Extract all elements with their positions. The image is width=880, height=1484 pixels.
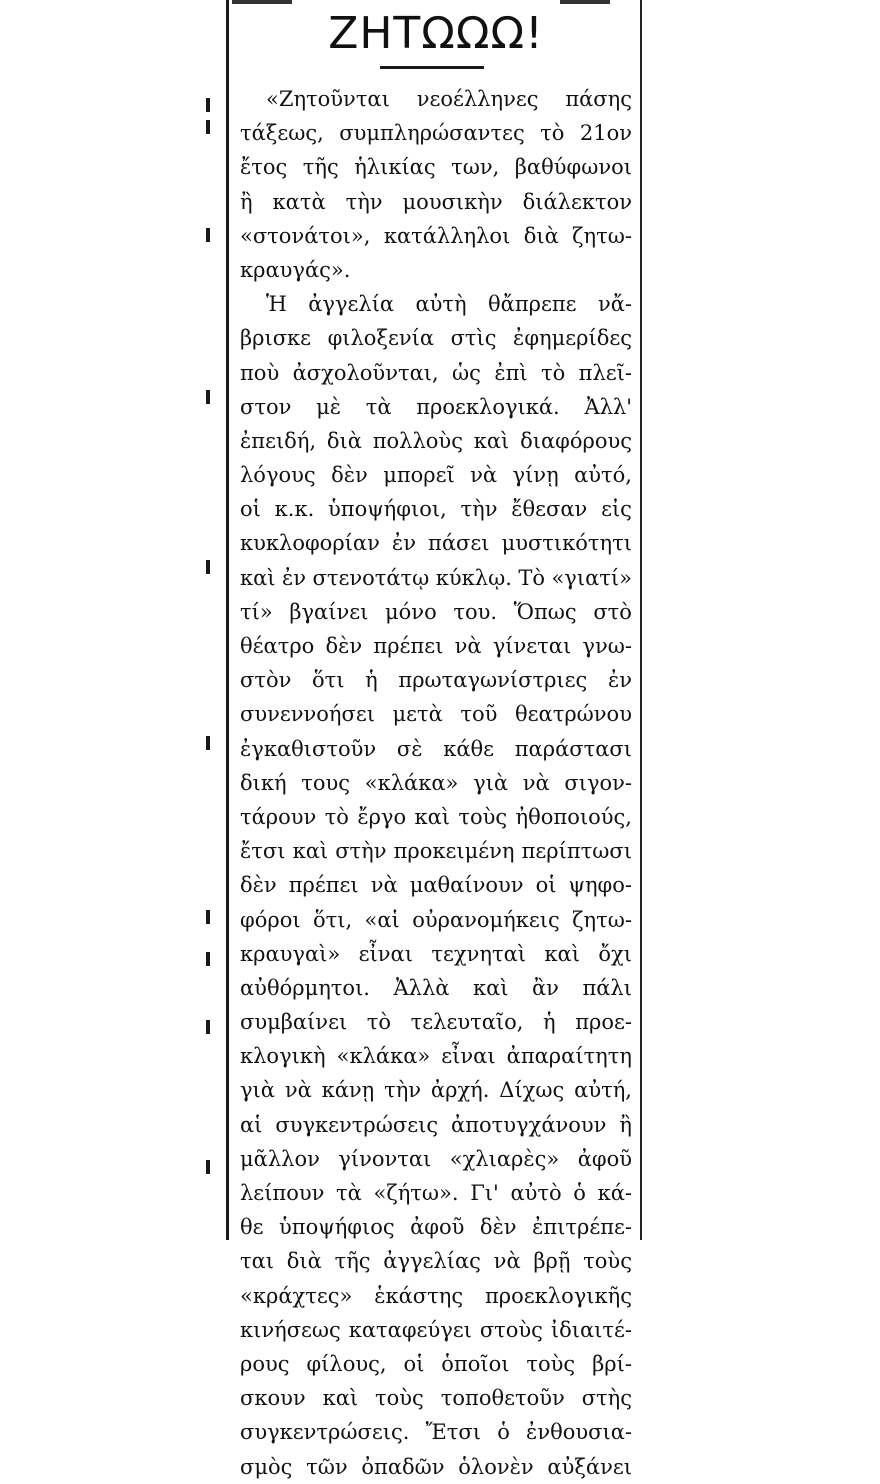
article-word: στὶς [450,326,497,351]
article-word: στενοτάτῳ [312,565,430,590]
article-word: ἀφοῦ [577,1146,632,1171]
article-word: αὐτό, [574,463,632,488]
article-word: κραυγαὶ» [240,941,341,966]
article-word: θέατρο [240,634,315,658]
article-line [240,766,632,800]
article-word: μὲ [316,394,341,419]
article-word: φίλους, [306,1351,387,1376]
article-word: βρισκε [240,326,312,351]
article-column [240,0,632,1479]
article-word: συμπληρώσαντες [339,121,525,146]
article-line [240,868,632,902]
article-word: πρέπει [373,634,444,658]
article-word: μόνο [385,599,437,624]
article-word: τοὺς [458,804,508,829]
article-word: ἰδιαιτέ- [550,1317,632,1342]
article-word: «κλάκα» [364,770,459,795]
article-word: φιλοξενία [327,326,435,351]
article-word: καὶ [472,975,509,1000]
article-word: διὰ [326,428,362,453]
article-word: «αἱ [364,907,400,932]
article-word: ἔθεσαν [511,497,588,522]
article-word: βαθύφωνοι [514,155,632,180]
article-word: διὰ [286,1249,322,1274]
article-word: στοὺς [479,1317,543,1342]
article-word: τὸ [366,1010,392,1035]
article-line [240,150,632,184]
article-word: συγκεντρώσεις [275,1112,439,1137]
article-word: πολλοὺς [372,428,463,453]
article-word: ἐν [282,565,307,590]
article-word: πρωταγωνίστριες [398,668,588,693]
article-word: γιὰ [240,1078,275,1103]
margin-mark [206,910,210,924]
article-word: περίπτωσι [521,839,632,864]
article-word: δική [240,770,287,795]
article-line [240,1313,632,1347]
article-line [240,1073,632,1107]
article-word: τάξεως, [240,121,324,146]
article-word: ἢ [619,1112,632,1137]
article-word: κραυγάς». [240,257,351,282]
article-word: ται [240,1249,275,1274]
article-word: «κράχτες» [240,1283,353,1308]
article-line [240,903,632,937]
article-word: δὲν [240,873,277,898]
article-word: ὅτι [312,668,345,693]
article-line [240,1039,632,1073]
margin-mark [206,98,210,112]
article-word: πάσης [565,87,632,111]
article-word: ψηφο- [568,873,632,898]
article-word: ἐπὶ [494,360,528,385]
article-word: Γι' [470,1181,499,1205]
article-word: κινήσεως [240,1317,341,1342]
article-word: τὰ [336,1181,362,1205]
article-word: τελευταῖο, [410,1010,524,1035]
article-word: διάλεκτον [522,189,632,214]
article-word: εἰς [601,497,632,522]
article-word: «κλάκα» [336,1044,431,1069]
article-word: ὄχι [598,941,632,966]
article-word: ζητω- [572,907,632,932]
article-word: θε [240,1215,264,1240]
article-word: ἡλικίας [354,155,436,180]
article-word: Δίχως [499,1078,565,1103]
article-word: θεατρώνου [515,702,632,727]
article-line [240,834,632,868]
article-word: κύκλῳ. [435,565,512,590]
article-word: ἔργο [357,804,407,829]
article-word: «ζήτω». [373,1181,459,1205]
article-word: τοῦ [460,702,498,727]
article-word: 21ον [579,121,632,146]
article-word: καὶ [544,941,580,966]
article-word: ὡς [452,360,481,385]
article-word: νὰ [493,1249,521,1274]
column-right-rule [640,0,642,1240]
article-word: βγαίνει [289,599,369,624]
article-word: αἱ [240,1112,263,1137]
article-line [240,561,632,595]
article-word: τοὺς [583,1249,632,1274]
article-word: καὶ [240,565,276,590]
article-line [240,663,632,697]
article-word: «χλιαρὲς» [449,1146,560,1171]
article-word: εἶναι [358,941,413,966]
article-word: Ἔτσι [425,1420,481,1445]
article-line [240,595,632,629]
article-word: διὰ [523,223,559,248]
article-word: τὸ [324,804,349,829]
article-word: κατὰ [272,189,326,214]
margin-mark [206,952,210,966]
article-line [240,219,632,253]
article-word: σιγον- [564,770,632,795]
article-line [240,1244,632,1278]
article-word: προεκλογικά. [416,394,560,419]
article-word: διαφόρους [520,428,632,453]
article-word: συγκεντρώσεις. [240,1420,410,1445]
article-word: κά- [597,1181,632,1205]
article-word: στὴν [335,839,387,864]
article-word: ὁλονὲν [458,1454,534,1479]
article-word: συνεννοήσει [240,702,375,727]
article-word: γνω- [582,634,632,658]
article-line [240,185,632,219]
article-word: του. [453,599,498,624]
article-word: κυκλοφορίαν [240,531,380,556]
article-line [240,629,632,663]
article-word: πρέπει [288,873,359,898]
article-word: ὁ [497,1420,510,1445]
article-word: κλογικὴ [240,1044,326,1069]
article-word: ἐνθουσια- [526,1420,632,1445]
margin-mark [206,390,210,404]
article-word: δὲν [325,634,363,658]
article-word: τάρουν [240,804,317,829]
article-word: νὰ [370,873,398,898]
article-word: στον [240,394,292,419]
article-line [240,424,632,458]
article-word: ὑποψήφιοι, [328,497,447,522]
article-word: στὴς [581,1386,632,1411]
article-word: αὐθόρμητοι. [240,975,370,1000]
article-word: τὰ [365,394,392,419]
article-word: ζητω- [572,223,632,248]
article-word: ἔτσι [240,839,286,864]
article-line [240,1142,632,1176]
margin-mark [206,560,210,574]
article-word: ἀγγελία [308,292,395,317]
article-line [240,1415,632,1449]
article-word: τῆς [302,155,339,180]
article-word: αὐτὸ [510,1181,562,1205]
article-word: Τὸ [518,565,545,590]
article-word: νὰ [522,770,550,795]
article-line [240,1210,632,1244]
article-line [240,253,632,287]
article-word: μετὰ [392,702,443,727]
article-word: ἀποτυγχάνουν [451,1112,607,1137]
article-word: Ἀλλὰ [393,975,450,1000]
article-headline: ΖΗΤΩΩΩ! [328,8,544,59]
article-word: γίνεται [492,634,572,658]
article-word: δὲν [331,463,368,488]
article-word: οἱ [240,497,261,522]
article-word: κάνῃ [321,1078,375,1103]
article-word: γιὰ [473,770,509,795]
article-word: κ.κ. [274,497,315,522]
article-line [240,1450,632,1484]
article-word: τὴν [460,497,498,522]
article-word: Ἀλλ' [584,394,632,419]
article-word: λόγους [240,463,316,488]
margin-mark [206,228,210,242]
article-word: ἐφημερίδες [513,326,632,351]
article-word: ὁποῖοι [441,1351,510,1376]
article-word: μυστικότητι [501,531,632,556]
article-word: τί» [240,599,273,624]
article-word: ἀρχή. [430,1078,490,1103]
article-word: ἀπαραίτητη [506,1044,632,1069]
article-word: κατάλληλοι [383,223,511,248]
article-word: ἀσχολοῦνται, [292,360,439,385]
article-line [240,937,632,971]
article-word: τὴν [384,1078,422,1103]
article-word: τοὺς [526,1351,576,1376]
article-word: στὸ [593,599,632,624]
article-line [240,116,632,150]
article-word: πλεῖ- [578,360,632,385]
article-word: ἡ [365,668,378,693]
article-line [240,287,632,321]
margin-mark [206,736,210,750]
article-line [240,390,632,424]
article-word: οἱ [403,1351,425,1376]
article-word: πάσει [428,531,490,556]
article-line [240,1279,632,1313]
article-word: δὲν [479,1215,517,1240]
article-word: κάθε [443,736,495,761]
article-word: μᾶλλον [240,1146,320,1171]
article-word: μουσικὴν [402,189,503,214]
margin-mark [206,1020,210,1034]
article-line [240,697,632,731]
article-line [240,1176,632,1210]
article-word: βρῇ [533,1249,571,1274]
article-word: τοποθετοῦν [440,1386,565,1411]
article-word: νὰ [454,634,482,658]
article-line [240,971,632,1005]
article-word: Ἡ [266,292,287,317]
article-word: νὰ [284,1078,312,1103]
article-word: νεοέλληνες [416,87,539,111]
article-word: αὐξάνει [547,1454,632,1479]
article-word: προκειμένη [393,839,515,864]
article-word: ἐγκαθιστοῦν [240,736,377,761]
article-word: ἐπιτρέπε- [532,1215,632,1240]
article-word: νἄ- [597,292,632,317]
article-word: νὰ [470,463,498,488]
article-word: ρους [240,1351,290,1376]
article-word: συμβαίνει [240,1010,348,1035]
article-word: σκουν [240,1386,306,1411]
article-word: εἶναι [441,1044,496,1069]
article-line [240,526,632,560]
article-word: Ὅπως [513,599,577,624]
article-word: τῆς [334,1249,371,1274]
article-word: ἐν [391,531,416,556]
article-word: στὸν [240,668,292,693]
article-word: ἂν [532,975,559,1000]
article-word: «γιατί» [551,565,632,590]
article-line [240,1381,632,1415]
article-line [240,492,632,526]
article-word: ἐπειδή, [240,428,317,453]
article-word: ὀπαδῶν [361,1454,445,1479]
article-line [240,458,632,492]
article-word: ἀφοῦ [410,1215,465,1240]
margin-mark [206,120,210,134]
article-body [240,82,632,1484]
article-word: «στονάτοι», [240,223,371,248]
article-word: παράστασι [514,736,632,761]
article-word: θἄπρεπε [488,292,577,317]
article-word: ὁ [573,1181,586,1205]
article-word: ἔτος [240,155,288,180]
article-line [240,82,632,116]
article-word: ἑκάστης [374,1283,464,1308]
article-line [240,321,632,355]
article-word: καὶ [414,804,451,829]
article-word: τοὺς [375,1386,424,1411]
article-word: σμὸς [240,1454,293,1479]
article-word: ἠθοποιούς, [515,804,632,829]
article-word: οὐρανομήκεις [412,907,560,932]
article-word: βρί- [592,1351,632,1376]
article-word: τους [301,770,351,795]
article-word: γίνονται [338,1146,432,1171]
article-word: ὑποψήφιος [279,1215,395,1240]
article-word: καταφεύγει [348,1317,472,1342]
article-word: ἢ [240,189,253,214]
article-line [240,1347,632,1381]
article-word: τὸ [540,121,565,146]
article-line [240,1005,632,1039]
article-word: καὶ [292,839,329,864]
article-word: ἀγγελίας [383,1249,481,1274]
article-word: τὸ [541,360,566,385]
article-line [240,356,632,390]
article-word: αὐτὴ [415,292,467,317]
article-line [240,800,632,834]
article-word: τὴν [345,189,383,214]
article-word: σὲ [396,736,423,761]
article-word: των, [451,155,500,180]
article-word: ἡ [543,1010,556,1035]
article-line [240,1108,632,1142]
article-word: φόροι [240,907,301,932]
article-word: λείπουν [240,1181,325,1205]
article-word: τεχνηταὶ [431,941,526,966]
article-word: καὶ [473,428,510,453]
article-word: καὶ [322,1386,359,1411]
headline-divider [380,66,484,69]
article-word: γίνῃ [512,463,559,488]
article-word: «Ζητοῦνται [266,87,390,111]
article-word: προεκλογικῆς [485,1283,632,1308]
article-word: ποὺ [240,360,280,385]
article-word: ἐν [607,668,632,693]
article-word: μπορεῖ [383,463,455,488]
article-word: οἱ [535,873,557,898]
article-word: ὅτι, [312,907,353,932]
article-word: μαθαίνουν [409,873,524,898]
article-word: τῶν [306,1454,348,1479]
margin-mark [206,1160,210,1174]
article-line [240,732,632,766]
article-word: προε- [575,1010,632,1035]
article-word: αὐτή, [574,1078,632,1103]
column-left-rule [226,0,229,1240]
article-word: πάλι [582,975,632,1000]
